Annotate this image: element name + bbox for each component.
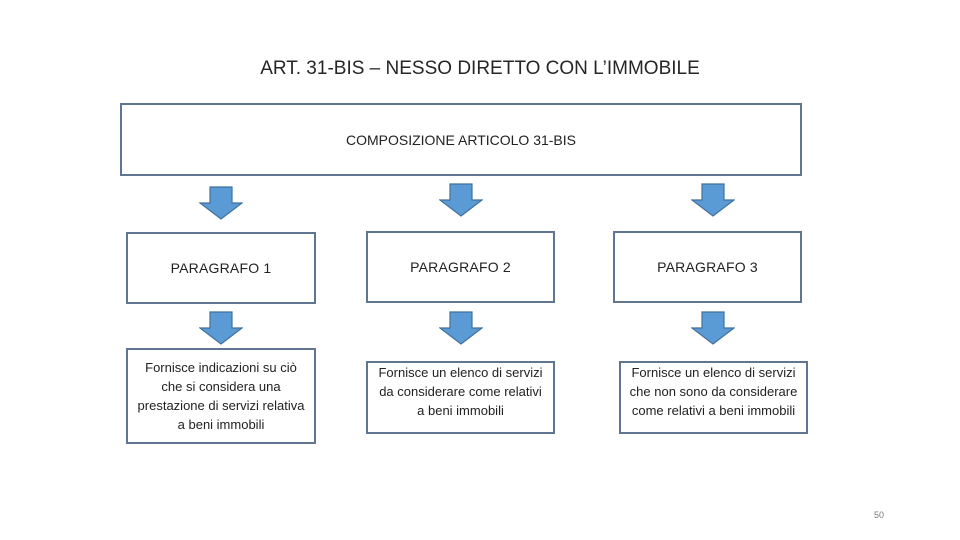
down-arrow-icon: [439, 311, 483, 345]
paragraph-box-2: [366, 231, 555, 303]
page-number: 50: [874, 510, 885, 520]
description-box-2: [366, 361, 555, 434]
slide-title: ART. 31-BIS – NESSO DIRETTO CON L’IMMOBILE: [260, 58, 700, 79]
paragraph-label: PARAGRAFO 3: [657, 259, 758, 275]
paragraph-box-3: [613, 231, 802, 303]
down-arrow-icon: [199, 311, 243, 345]
paragraph-label: PARAGRAFO 1: [170, 260, 272, 276]
description-box-1: [126, 348, 316, 444]
header-box: [120, 103, 802, 176]
paragraph-box-1: [126, 232, 316, 304]
down-arrow-icon: [691, 183, 735, 217]
description-text: Fornisce un elenco di servizi da considerare come relativi a beni immobili: [378, 365, 543, 418]
description-text: Fornisce un elenco di servizi che non sono da considerare come relativi a beni immobili: [629, 365, 798, 418]
header-box-label: COMPOSIZIONE ARTICOLO 31-BIS: [345, 131, 576, 148]
description-box-3: [619, 361, 808, 434]
description-text: Fornisce indicazioni su ciò che si considera una prestazione di servizi relativa a beni immobili: [137, 360, 305, 432]
down-arrow-icon: [199, 186, 243, 220]
down-arrow-icon: [691, 311, 735, 345]
down-arrow-icon: [439, 183, 483, 217]
paragraph-label: PARAGRAFO 2: [410, 259, 511, 275]
